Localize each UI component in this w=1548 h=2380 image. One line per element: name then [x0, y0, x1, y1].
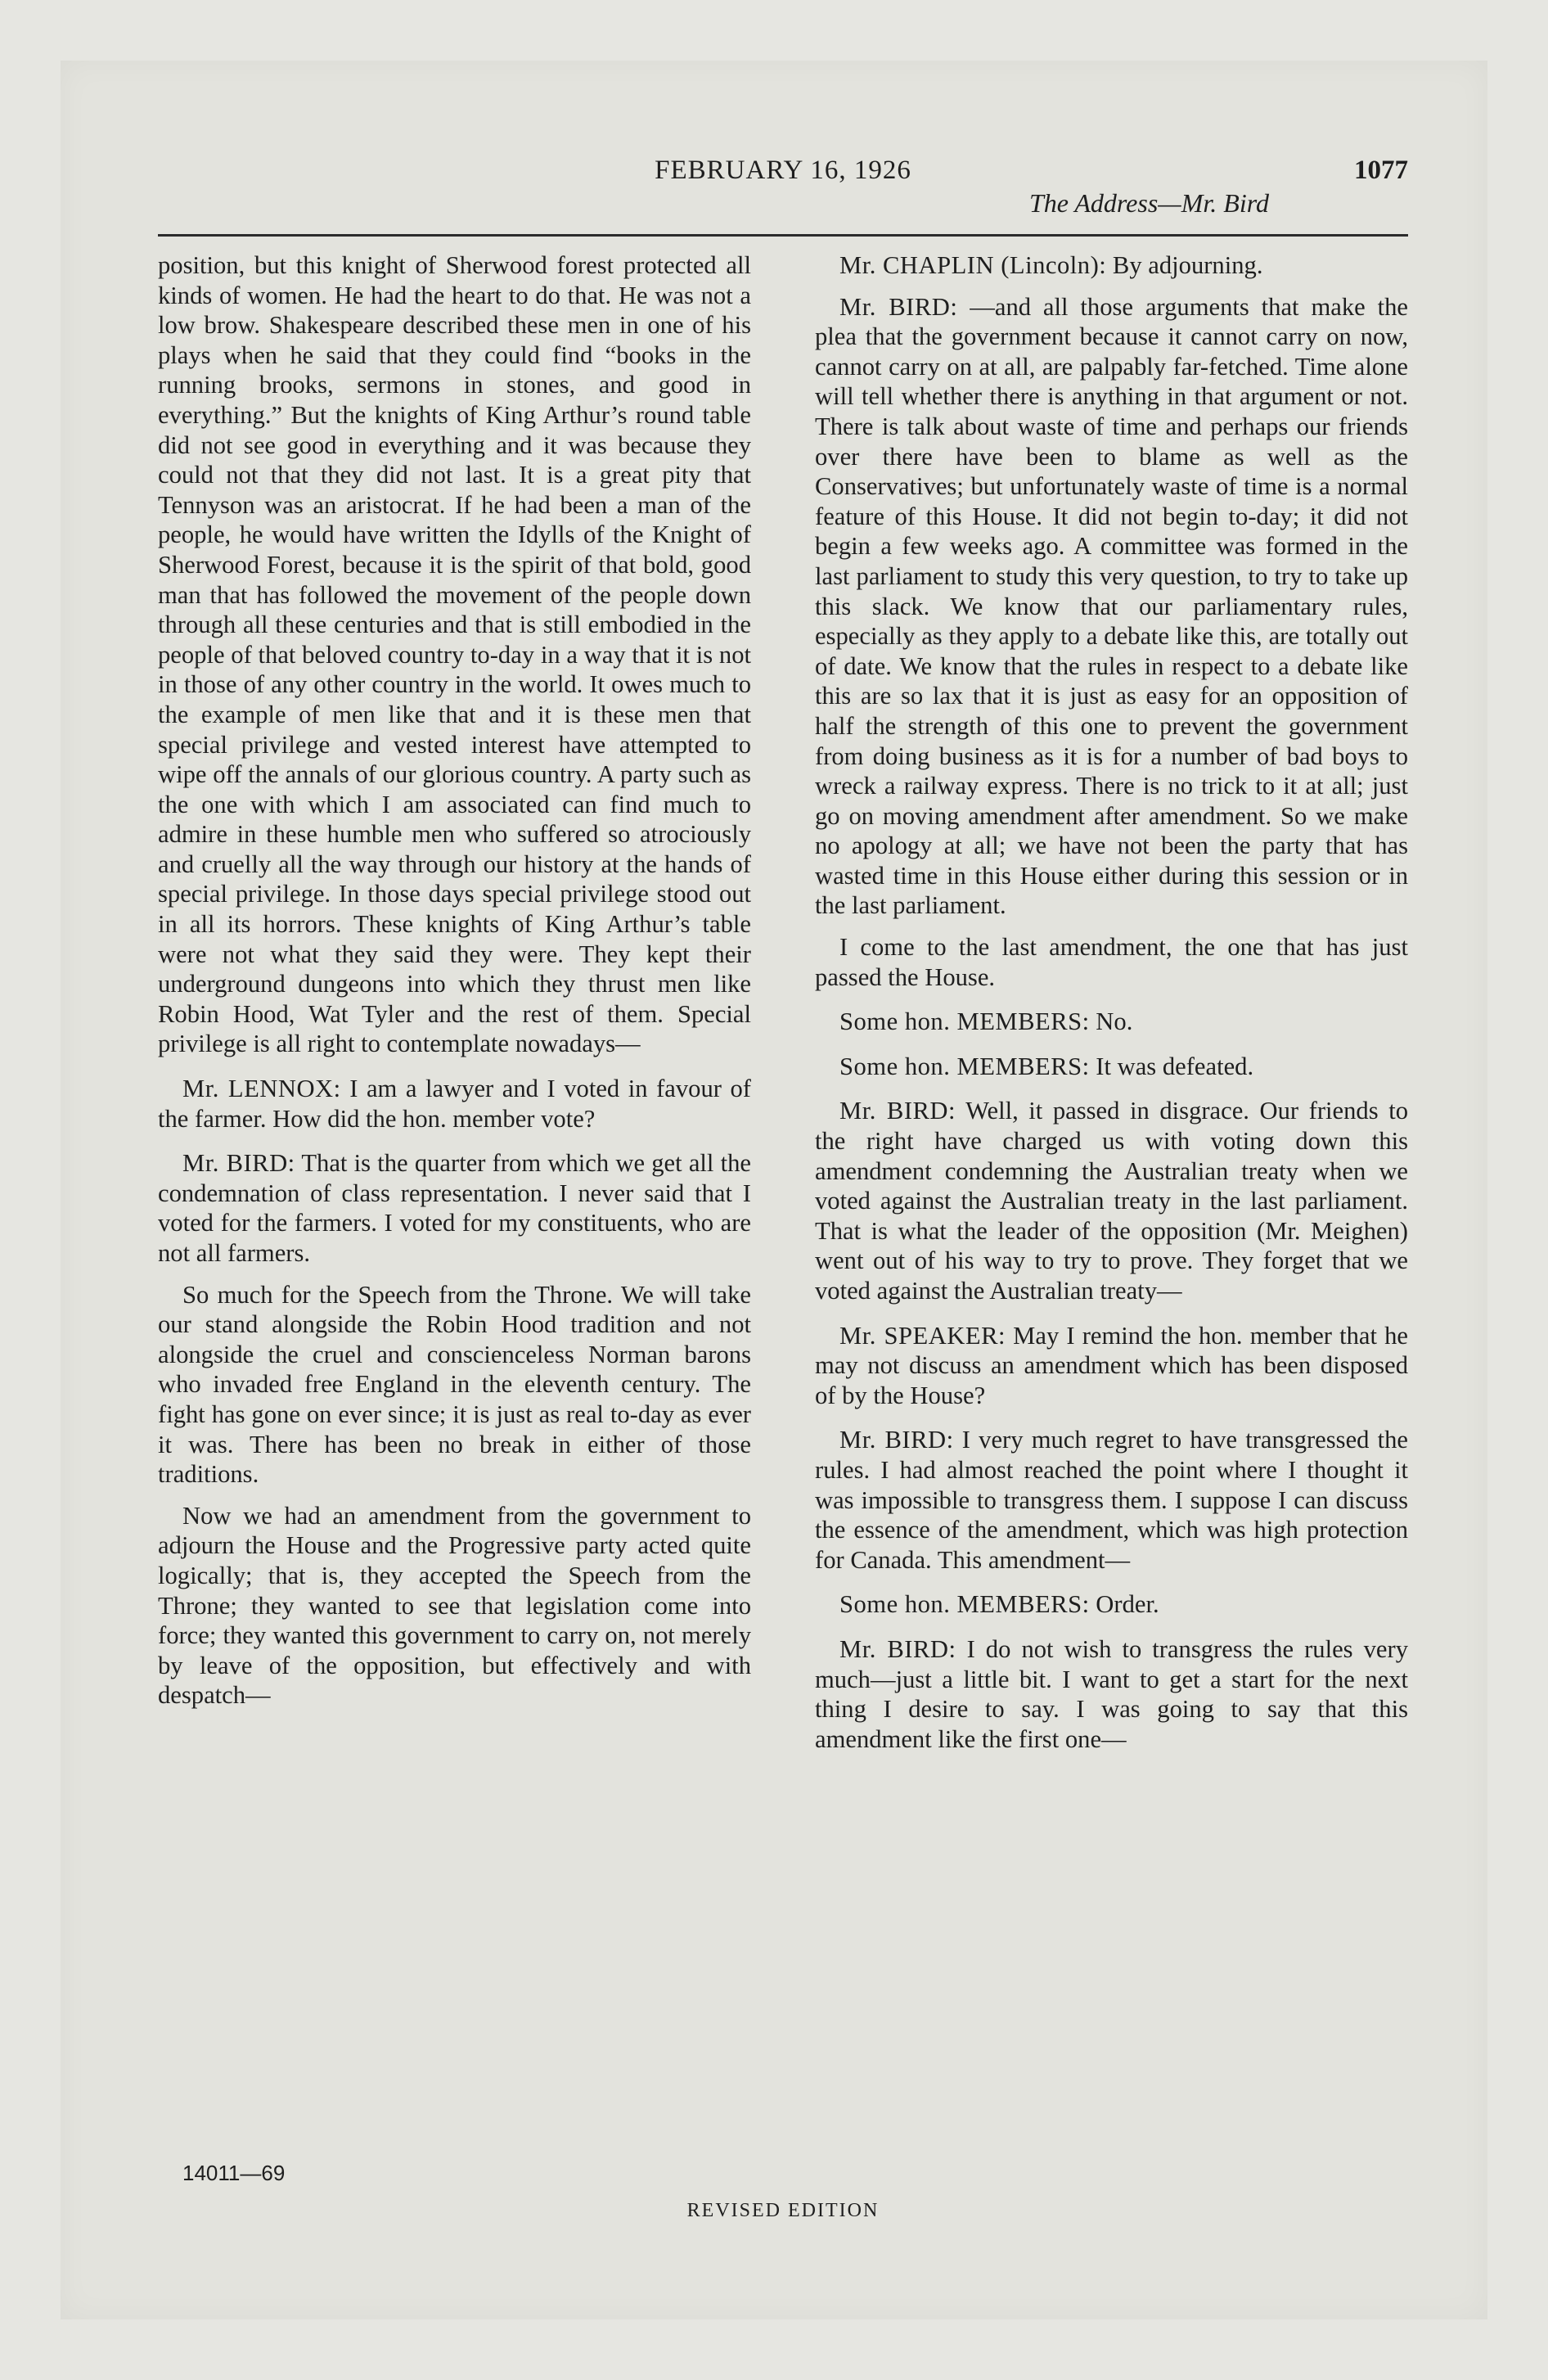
left-column	[158, 250, 751, 1765]
paragraph: Mr. BIRD: —and all those arguments that make the plea that the government because it cannot carry on now, cannot carry on at all, are palpably far-fetched. Time alone will tell whether there is anything in that argument or not. There is talk about waste of time and perhaps our friends over there have been to blame as well as the Conservatives; but unfortunately waste of time is a normal feature of this House. It did not begin to-day; it did not begin a few weeks ago. A committee was formed in the last parliament to study this very question, to try to take up this slack. We know that our parliamentary rules, especially as they apply to a debate like this, are totally out of date. We know that the rules in respect to a debate like this are so lax that it is just as easy for an opposition of half the strength of this one to prevent the government from doing business as it is for a number of bad boys to wreck a railway express. There is no trick to it at all; just go on moving amendment after amendment. So we make no apology at all; we have not been the party that has wasted time in this House either during this session or in the last parliament.	[815, 292, 1408, 920]
speaker-name: Some hon. MEMBERS:	[839, 1007, 1090, 1036]
paragraph: Mr. CHAPLIN (Lincoln): By adjourning.	[839, 251, 1263, 279]
paragraph: So much for the Speech from the Throne. We will take our stand alongside the Robin Hood tradition and not alongside the cruel and conscienceless Norman barons who invaded free England in the eleventh century. The fight has gone on ever since; it is just as real to-day as ever it was. There has been no break in either of those traditions.	[158, 1280, 751, 1489]
paragraph: Now we had an amendment from the government to adjourn the House and the Progressive party acted quite logically; that is, they accepted the Speech from the Throne; they wanted to see that legislation come into force; they wanted this government to carry on, not merely by leave of the opposition, but effectively and with despatch—	[158, 1501, 751, 1710]
paragraph: Mr. BIRD: I very much regret to have transgressed the rules. I had almost reached the point where I thought it was impossible to transgress them. I suppose I can discuss the essence of the amendment, which was high protection for Canada. This amendment—	[815, 1426, 1408, 1574]
printer-code: 14011—69	[182, 2161, 286, 2185]
paragraph: Mr. BIRD: That is the quarter from which we get all the condemnation of class representation. I never said that I voted for the farmers. I voted for my constituents, who are not all farmers.	[158, 1149, 751, 1267]
speaker-name: Mr. BIRD:	[839, 292, 958, 321]
speaker-name: Mr. BIRD:	[182, 1149, 295, 1178]
right-column	[815, 250, 1408, 1765]
paragraph: Some hon. MEMBERS: No.	[839, 1007, 1133, 1036]
paragraph: Some hon. MEMBERS: Order.	[839, 1590, 1159, 1619]
paragraph: Some hon. MEMBERS: It was defeated.	[839, 1052, 1254, 1080]
speaker-name: Some hon. MEMBERS:	[839, 1052, 1090, 1080]
page-number: 1077	[1354, 156, 1408, 185]
speaker-name: Mr. CHAPLIN (Lincoln):	[839, 251, 1107, 279]
paragraph: Mr. SPEAKER: May I remind the hon. member that he may not discuss an amendment which has been disposed of by the House?	[815, 1321, 1408, 1409]
speaker-name: Mr. BIRD:	[839, 1097, 956, 1125]
speaker-name: Mr. SPEAKER:	[839, 1321, 1006, 1350]
paragraph: I come to the last amendment, the one that has just passed the House.	[815, 933, 1408, 991]
speaker-name: Mr. BIRD:	[839, 1634, 956, 1663]
paragraph: Mr. LENNOX: I am a lawyer and I voted in favour of the farmer. How did the hon. member vote?	[158, 1075, 751, 1133]
paragraph: position, but this knight of Sherwood forest protected all kinds of women. He had the heart to do that. He was not a low brow. Shakespeare described these men in one of his plays when he said that they could find “books in the running brooks, sermons in stones, and good in everything.” But the knights of King Arthur’s round table did not see good in everything and it was because they could not that they did not last. It is a great pity that Tennyson was an aristocrat. If he had been a man of the people, he would have written the Idylls of the Knight of Sherwood Forest, because it is the spirit of that bold, good man that has followed the movement of the people down through all these centuries and that is still embodied in the people of that beloved country to-day in a way that it is not in those of any other country in the world. It owes much to the example of men like that and it is these men that special privilege and vested interest have attempted to wipe off the annals of our glorious country. A party such as the one with which I am associated can find much to admire in these humble men who suffered so atrociously and cruelly all the way through our history at the hands of special privilege. In those days special privilege stood out in all its horrors. These knights of King Arthur’s table were not what they said they were. They kept their underground dungeons into which they thrust men like Robin Hood, Wat Tyler and the rest of them. Special privilege is all right to contemplate nowadays—	[158, 251, 751, 1058]
paragraph: Mr. BIRD: I do not wish to transgress the rules very much—just a little bit. I want to get a start for the next thing I desire to say. I was going to say that this amendment like the first one—	[815, 1634, 1408, 1753]
speaker-name: Mr. LENNOX:	[182, 1075, 341, 1103]
paragraph: Mr. BIRD: Well, it passed in disgrace. Our friends to the right have charged us with voting down this amendment condemning the Australian treaty when we voted against the Australian treaty in the last parliament. That is what the leader of the opposition (Mr. Meighen) went out of his way to try to prove. They forget that we voted against the Australian treaty—	[815, 1097, 1408, 1305]
speaker-name: Mr. BIRD:	[839, 1426, 954, 1454]
header-date: FEBRUARY 16, 1926	[655, 156, 911, 185]
speaker-name: Some hon. MEMBERS:	[839, 1590, 1090, 1619]
text-columns	[158, 250, 1408, 1765]
page-header	[158, 156, 1408, 237]
header-subtitle: The Address—Mr. Bird	[1028, 188, 1269, 218]
edition-label: REVISED EDITION	[686, 2200, 880, 2221]
hansard-page	[158, 156, 1408, 2221]
